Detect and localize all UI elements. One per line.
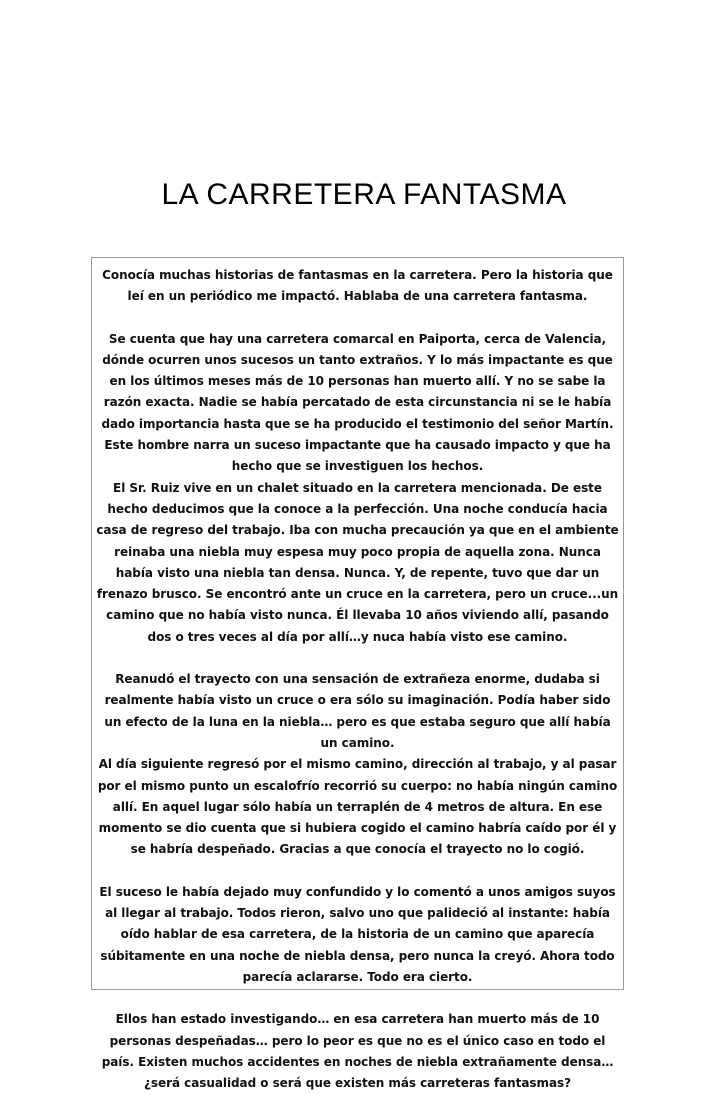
paragraph-resumed-journey: Reanudó el trayecto con una sensación de extrañeza enorme, dudaba si realmente había visto un cruce o era sólo su imaginación. Podía haber sido un efecto de la luna en la niebla… pero es que estaba seguro que allí había un camino. <box>104 672 611 750</box>
paragraph-intro: Conocía muchas historias de fantasmas en la carretera. Pero la historia que leí en un periódico me impactó. Hablaba de una carretera fantasma. <box>102 268 613 304</box>
paragraph-next-day: Al día siguiente regresó por el mismo camino, dirección al trabajo, y al pasar por el mismo punto un escalofrío recorrió su cuerpo: no había ningún camino allí. En aquel lugar sólo había un terraplén de 4 metros de altura. En ese momento se dio cuenta que si hubiera cogido el camino habría caído por él y se habría despeñado. Gracias a que conocía el trayecto no lo cogió. <box>97 757 618 857</box>
paragraph-spacer <box>96 308 619 329</box>
paragraph-spacer <box>96 988 619 1009</box>
paragraph-spacer <box>96 648 619 669</box>
paragraph-testimony: El Sr. Ruiz vive en un chalet situado en la carretera mencionada. De este hecho deducimos que la conoce a la perfección. Una noche conducía hacia casa de regreso del trabajo. Iba con mucha precaución ya que en el ambiente reinaba una niebla muy espesa muy poco propia de aquella zona. Nunca había visto una niebla tan densa. Nunca. Y, de repente, tuvo que dar un frenazo brusco. Se encontró ante un cruce en la carretera, pero un cruce...un camino que no había visto nunca. Él llevaba 10 años viviendo allí, pasando dos o tres veces al día por allí…y nuca había visto ese camino. <box>96 480 619 644</box>
story-text-box <box>91 257 624 1091</box>
paragraph-spacer <box>96 861 619 882</box>
document-title: LA CARRETERA FANTASMA <box>161 178 567 211</box>
paragraph-conclusion: Ellos han estado investigando… en esa carretera han muerto más de 10 personas despeñadas… pero lo peor es que no es el único caso en todo el país. Existen muchos accidentes en noches de niebla extrañamente densa… ¿será casualidad o será que existen más carreteras fantasmas? <box>101 1012 614 1091</box>
paragraph-location: Se cuenta que hay una carretera comarcal en Paiporta, cerca de Valencia, dónde ocurren unos sucesos un tanto extraños. Y lo más impactante es que en los últimos meses más de 10 personas han muerto allí. Y no se sabe la razón exacta. Nadie se había percatado de esta circunstancia ni se le había dado importancia hasta que se ha producido el testimonio del señor Martín. Este hombre narra un suceso impactante que ha causado impacto y que ha hecho que se investiguen los hechos. <box>101 331 614 474</box>
paragraph-friends: El suceso le había dejado muy confundido y lo comentó a unos amigos suyos al llegar al trabajo. Todos rieron, salvo uno que palideció al instante: había oído hablar de esa carretera, de la historia de un camino que aparecía súbitamente en una noche de niebla densa, pero nunca la creyó. Ahora todo parecía aclararse. Todo era cierto. <box>99 884 616 984</box>
